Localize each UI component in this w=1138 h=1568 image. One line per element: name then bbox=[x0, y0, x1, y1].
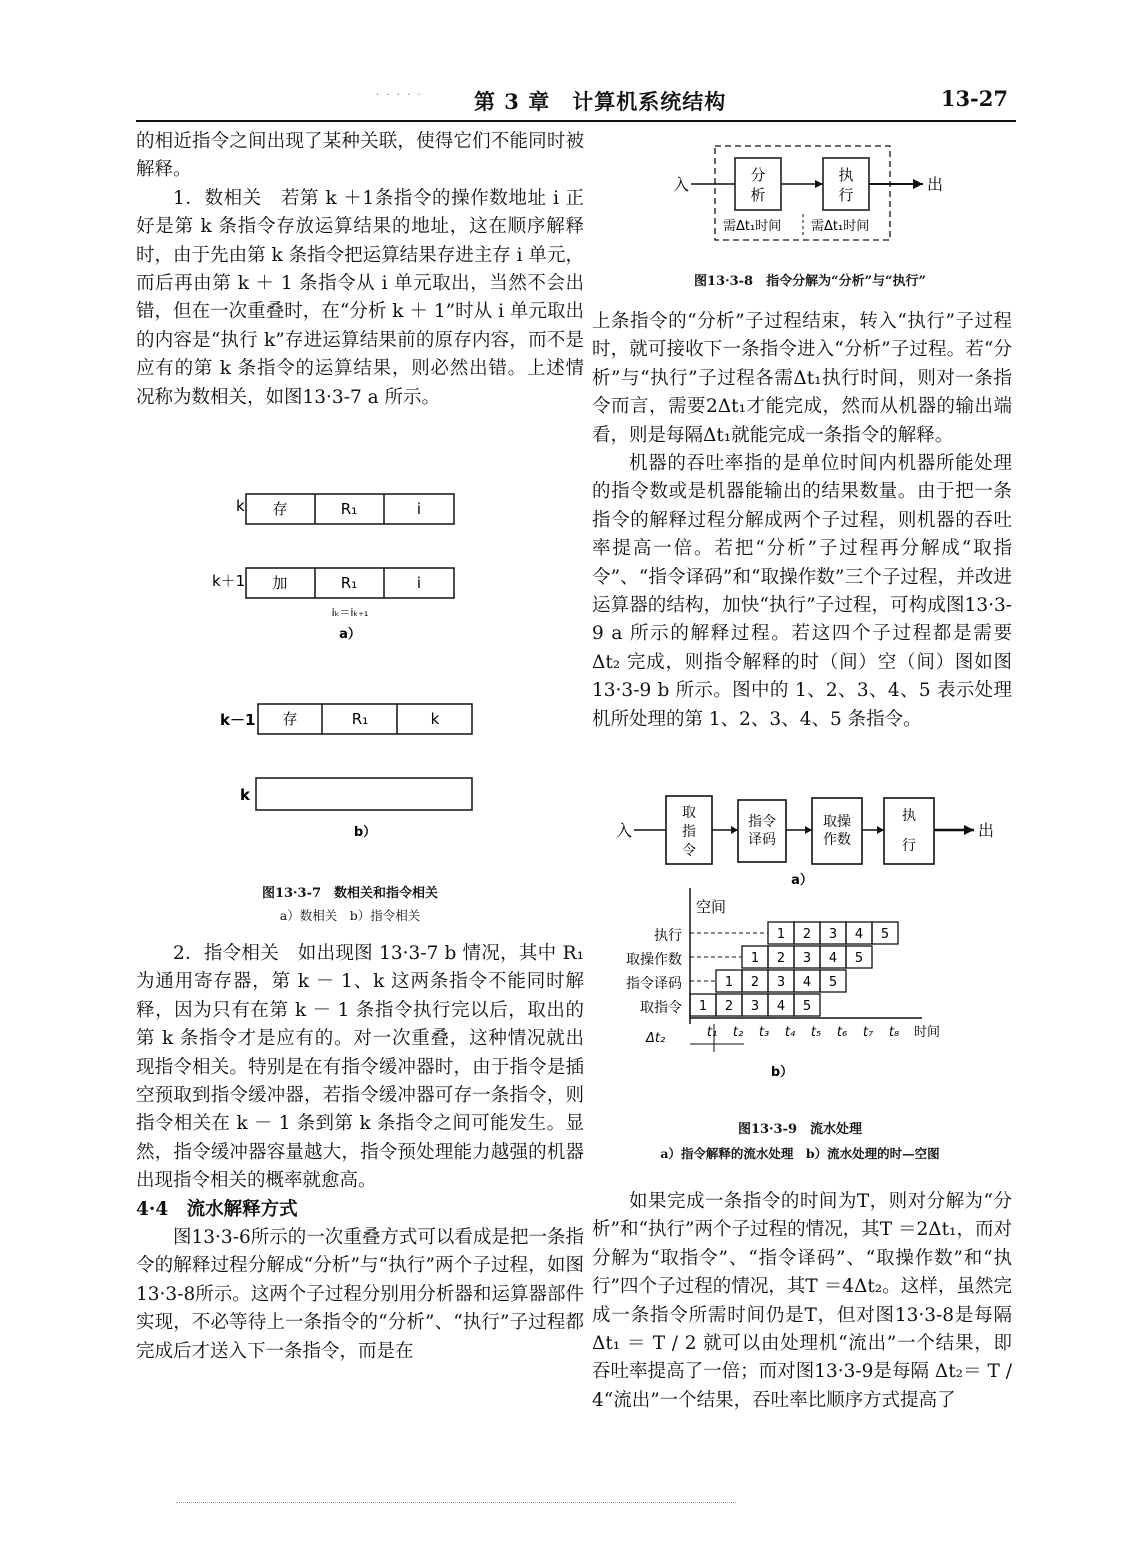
time-label: 需Δt₁时间 bbox=[811, 219, 870, 234]
cell: i bbox=[416, 574, 422, 592]
pipeline-cell-number: 5 bbox=[828, 975, 838, 990]
time-label: 需Δt₁时间 bbox=[723, 219, 782, 234]
figure-13-3-7 bbox=[200, 480, 520, 840]
figure-caption: 图13·3-9 流水处理 bbox=[737, 1122, 863, 1137]
svg-text:译码: 译码 bbox=[748, 832, 776, 848]
left-column-bottom bbox=[136, 940, 584, 1366]
time-tick-label: t₄ bbox=[784, 1025, 796, 1040]
subfigure-label: a） bbox=[791, 873, 813, 888]
row-label: k bbox=[240, 786, 250, 804]
svg-text:取操: 取操 bbox=[823, 814, 851, 830]
pipeline-cell-number: 2 bbox=[750, 975, 760, 990]
paragraph: 上条指令的“分析”子过程结束，转入“执行”子过程时，就可接收下一条指令进入“分析”子过程。若“分析”与“执行”子过程各需Δt₁执行时间，则对一条指令而言，需要2Δt₁才能完成，然而从机器的输出端看，则是每隔Δt₁就能完成一条指令的解释。 bbox=[592, 311, 1012, 446]
pipeline-cells bbox=[690, 922, 898, 1016]
right-column-top bbox=[592, 308, 1012, 734]
pipeline-cell-number: 1 bbox=[698, 999, 708, 1014]
stage-label: 取指令 bbox=[640, 1000, 682, 1016]
pipeline-cell-number: 4 bbox=[854, 927, 864, 942]
pipeline-cell-number: 3 bbox=[776, 975, 786, 990]
input-label: 入 bbox=[673, 175, 690, 194]
cell: k bbox=[430, 710, 440, 728]
page-header: · · · · · 第 3 章 计算机系统结构 13-27 bbox=[136, 84, 1016, 122]
right-column-bottom bbox=[592, 1188, 1012, 1415]
figure-caption: 图13·3-8 指令分解为“分析”与“执行” bbox=[693, 274, 926, 289]
svg-text:取: 取 bbox=[682, 805, 696, 821]
paragraph: 图13·3-6所示的一次重叠方式可以看成是把一条指令的解释过程分解成“分析”与“执行”两个子过程，如图13·3-8所示。这两个子过程分别用分析器和运算器部件实现，不必等待上一条指令的“分析”、“执行”子过程都完成后才送入下一条指令，而是在 bbox=[136, 1227, 584, 1362]
time-tick-label: t₁ bbox=[706, 1025, 718, 1040]
equation: iₖ＝iₖ₊₁ bbox=[331, 606, 369, 619]
figure-13-3-9b bbox=[612, 884, 1002, 1084]
output-label: 出 bbox=[978, 821, 995, 840]
pipeline-cell-number: 4 bbox=[776, 999, 786, 1014]
stage-box-operand bbox=[812, 798, 862, 864]
svg-text:析: 析 bbox=[750, 186, 766, 204]
time-ticks bbox=[707, 1025, 899, 1040]
pipeline-cell-number: 4 bbox=[828, 951, 838, 966]
figure-subcaption: a）数相关 b）指令相关 bbox=[279, 908, 421, 923]
time-axis-label: 时间 bbox=[914, 1025, 941, 1040]
fig7b bbox=[220, 704, 472, 840]
paragraph-throughput: 机器的吞吐率指的是单位时间内机器所能处理的指令数或是机器能输出的结果数量。由于把一条指令的解释过程分解成两个子过程，则机器的吞吐率提高一倍。若把“分析”子过程再分解成“取指令”、“指令译码”和“取操作数”三个子过程，并改进运算器的结构，加快“执行”子过程，可构成图13·3-9 a 所示的解释过程。若这四个子过程都是需要 Δt₂ 完成，则指令解释的时（间）空（间）图如图13·3-9 b 所示。图中的 1、2、3、4、5 表示处理机所处理的第 1、2、3、4、5 条指令。 bbox=[592, 453, 1012, 730]
pipeline-cell-number: 2 bbox=[724, 999, 734, 1014]
time-tick-label: t₈ bbox=[888, 1025, 900, 1040]
cell: R₁ bbox=[340, 574, 358, 592]
output-label: 出 bbox=[927, 175, 944, 194]
pipeline-cell-number: 1 bbox=[724, 975, 734, 990]
svg-text:令: 令 bbox=[682, 843, 696, 859]
delta-t-label: Δt₂ bbox=[646, 1031, 666, 1046]
pipeline-cell-number: 2 bbox=[802, 927, 812, 942]
pipeline-cell-number: 1 bbox=[750, 951, 760, 966]
cell: R₁ bbox=[340, 500, 358, 518]
subfigure-label: b） bbox=[353, 825, 377, 840]
cell: R₁ bbox=[351, 710, 369, 728]
figure-13-3-8 bbox=[665, 140, 965, 250]
pipeline-cell-number: 3 bbox=[750, 999, 760, 1014]
figure-13-3-9a bbox=[612, 790, 1012, 890]
svg-text:行: 行 bbox=[838, 186, 854, 204]
subfigure-label: a） bbox=[339, 627, 361, 642]
paragraph: 的相近指令之间出现了某种关联，使得它们不能同时被解释。 bbox=[136, 131, 584, 181]
stage-label: 取操作数 bbox=[626, 952, 682, 968]
time-tick-label: t₃ bbox=[758, 1025, 770, 1040]
svg-text:执: 执 bbox=[838, 166, 854, 184]
pipeline-cell-number: 3 bbox=[802, 951, 812, 966]
svg-text:分: 分 bbox=[750, 166, 766, 184]
chapter-title: 第 3 章 计算机系统结构 bbox=[474, 89, 727, 114]
pipeline-cell-number: 4 bbox=[802, 975, 812, 990]
time-tick-label: t₆ bbox=[836, 1025, 848, 1040]
paragraph-instruction-dependency: 2．指令相关 如出现图 13·3-7 b 情况，其中 R₁为通用寄存器，第 k － 1、k 这两条指令不能同时解释，因为只有在第 k － 1 条指令执行完以后，取出的第 k 条指令才是应有的。对一次重叠，这种情况就出现指令相关。特别是在有指令缓冲器时，由于指令是插空预取到指令缓冲器，若指令缓冲器可存一条指令，则指令相关在 k － 1 条到第 k 条指令之间可能发生。显然，指令缓冲器容量越大，指令预处理能力越强的机器出现指令相关的概率就愈高。 bbox=[136, 943, 584, 1192]
row-label: k－1 bbox=[220, 711, 256, 729]
svg-text:行: 行 bbox=[902, 838, 916, 854]
left-column-top bbox=[136, 128, 584, 412]
figure-subcaption: a）指令解释的流水处理 b）流水处理的时—空图 bbox=[660, 1146, 940, 1161]
paragraph-period: 如果完成一条指令的时间为T，则对分解为“分析”和“执行”两个子过程的情况，其T ＝2Δt₁，而对分解为“取指令”、“指令译码”、“取操作数”和“执行”四个子过程的情况，其T ＝4Δt₂。这样，虽然完成一条指令所需时间仍是T，但对图13·3-8是每隔Δt₁ ＝ T / 2 就可以由处理机“流出”一个结果，即吞吐率提高了一倍；而对图13·3-9是每隔 Δt₂＝ T / 4“流出”一个结果，吞吐率比顺序方式提高了 bbox=[592, 1191, 1012, 1411]
paragraph-data-dependency: 1．数相关 若第 k ＋1条指令的操作数地址 i 正好是第 k 条指令存放运算结果的地址，这在顺序解释时，由于先由第 k 条指令把运算结果存进主存 i 单元，而后再由第 k ＋ 1 条指令从 i 单元取出，当然不会出错，但在一次重叠时，在“分析 k ＋ 1”时从 i 单元取出的内容是“执行 k”存进运算结果前的原存内容，而不是应有的第 k 条指令的运算结果，则必然出错。上述情况称为数相关，如图13·3-7 a 所示。 bbox=[136, 187, 584, 408]
cell: 加 bbox=[272, 574, 288, 592]
pipeline-cell-number: 5 bbox=[802, 999, 812, 1014]
stage-box-decode bbox=[738, 800, 786, 862]
pipeline-cell-number: 2 bbox=[776, 951, 786, 966]
space-axis-label: 空间 bbox=[696, 898, 727, 916]
fig7a bbox=[212, 494, 454, 642]
svg-text:指令: 指令 bbox=[748, 814, 776, 830]
cell: 存 bbox=[272, 500, 288, 518]
svg-text:作数: 作数 bbox=[823, 832, 851, 848]
stage-label: 执行 bbox=[654, 928, 682, 944]
pipeline-cell-number: 5 bbox=[880, 927, 890, 942]
time-tick-label: t₅ bbox=[810, 1025, 822, 1040]
pipeline-cell-number: 5 bbox=[854, 951, 864, 966]
row-label: k＋1 bbox=[212, 572, 246, 590]
figure-caption: 图13·3-7 数相关和指令相关 bbox=[261, 886, 439, 901]
svg-text:执: 执 bbox=[902, 808, 916, 824]
pipeline-cell-number: 3 bbox=[828, 927, 838, 942]
cell: i bbox=[416, 500, 422, 518]
row-label: k bbox=[236, 497, 245, 515]
input-label: 入 bbox=[616, 821, 633, 840]
pipeline-cell-number: 1 bbox=[776, 927, 786, 942]
instruction-box-empty bbox=[256, 778, 472, 810]
time-tick-label: t₂ bbox=[732, 1025, 744, 1040]
svg-text:指: 指 bbox=[682, 824, 696, 840]
time-tick-label: t₇ bbox=[862, 1025, 874, 1040]
page-number: 13-27 bbox=[940, 86, 1008, 111]
cell: 存 bbox=[282, 710, 298, 728]
subfigure-label: b） bbox=[770, 1065, 794, 1080]
section-heading: 4·4 流水解释方式 bbox=[136, 1198, 298, 1220]
stage-label: 指令译码 bbox=[626, 976, 682, 992]
